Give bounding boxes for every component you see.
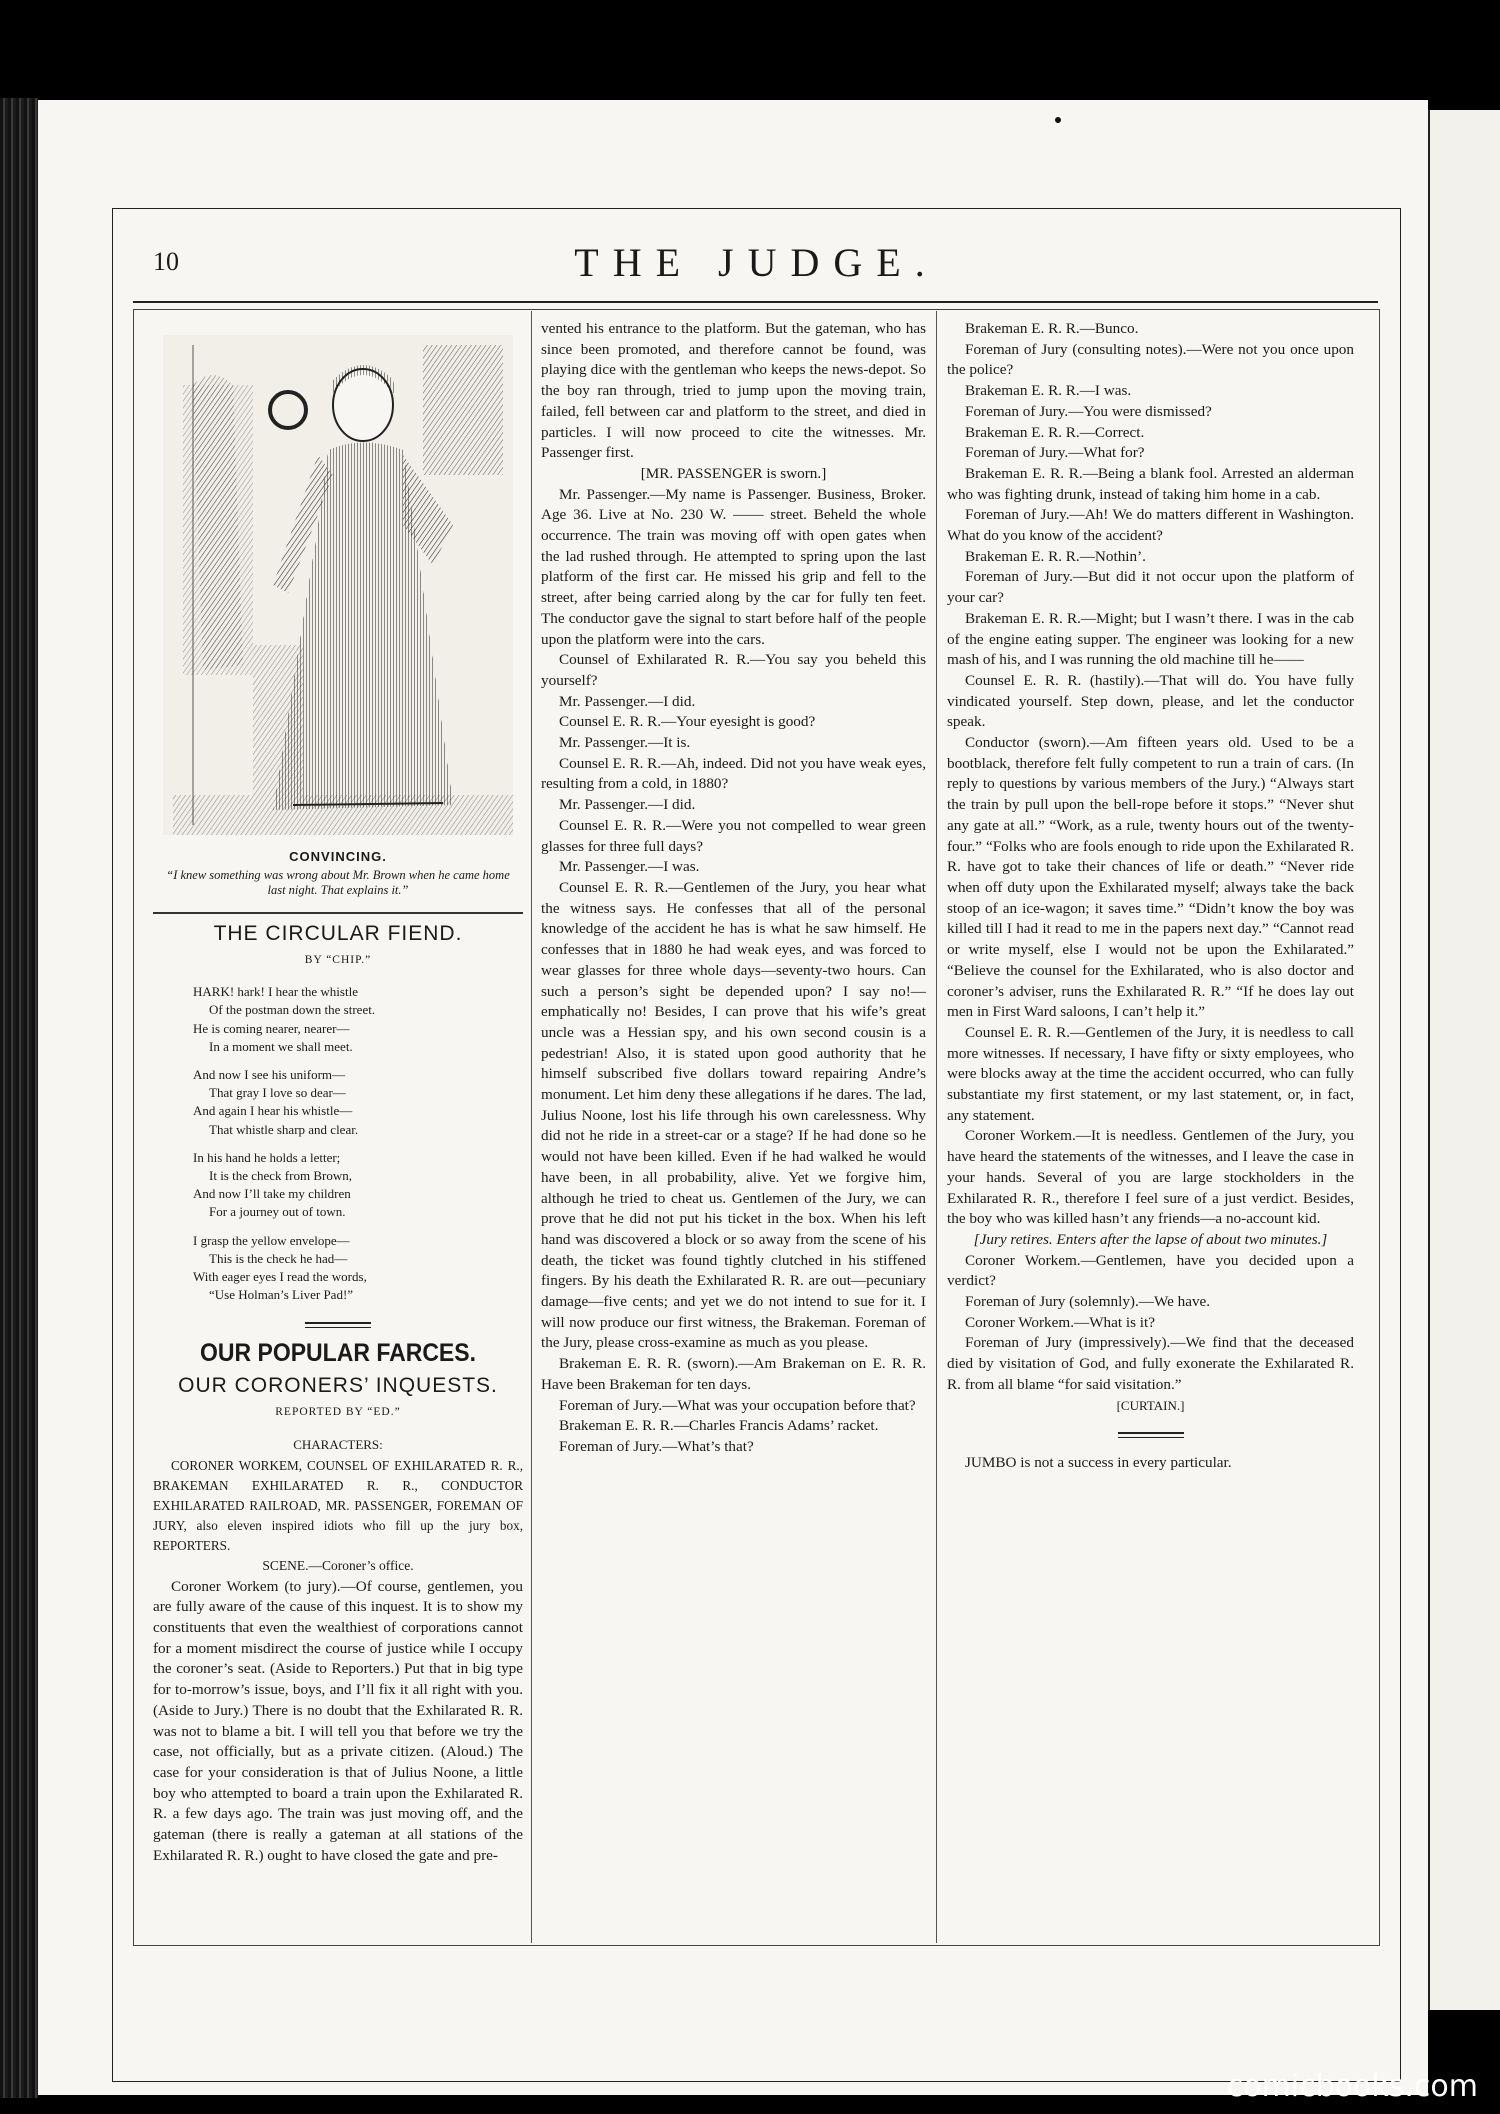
paragraph: Brakeman E. R. R.—Being a blank fool. Arrested an alderman who was fighting drunk, instead of taking him home in a cab.	[947, 464, 1354, 503]
poem-title: THE CIRCULAR FIEND.	[213, 921, 463, 945]
poem-line: In a moment we shall meet.	[209, 1038, 353, 1054]
column-rule-2	[936, 311, 937, 1943]
curtain-line: [CURTAIN.]	[1116, 1397, 1185, 1413]
paragraph: Conductor (sworn).—Am fifteen years old. Used to be a bootblack, therefore felt fully competent to run a train of cars. (In reply to questions by various members of the Jury.) “Always start the train by pull upon the bell-rope before it stops.” “Never shut any gate at all.” “Work, as a rule, twenty hours out of the twenty-four.” “Folks who are fools enough to ride upon the Exhilarated R. R. have got to take their chances of life or death.” “Never ride when off duty upon the Exhilarated myself; always take the back stoop of an ice-wagon; it saves time.” “Didn’t know the boy was killed till I had it read to me in the papers next day.” “Cannot read or write myself, else I would not be upon the Exhilarated.” “Believe the counsel for the Exhilarated, who is also doctor and coroner’s adviser, runs the Exhilarated R. R.” “If he does lay out men in First Ward saloons, I can’t help it.”	[947, 734, 1354, 1021]
paragraph: Foreman of Jury.—What for?	[965, 444, 1145, 462]
farces-title: OUR POPULAR FARCES.	[199, 1339, 477, 1368]
poem-line: And again I hear his whistle—	[193, 1103, 353, 1119]
paragraph: [MR. PASSENGER is sworn.]	[640, 464, 827, 482]
paragraph: Coroner Workem.—What is it?	[965, 1313, 1155, 1331]
paragraph: Foreman of Jury.—Ah! We do matters different in Washington. What do you know of the accident?	[947, 506, 1354, 545]
paragraph: Mr. Passenger.—I did.	[559, 692, 696, 710]
poem-stanza	[193, 983, 523, 1056]
page-number: 10	[153, 247, 179, 276]
column-rule-1	[531, 311, 532, 1943]
column-2	[541, 319, 926, 1458]
paragraph: Coroner Workem.—Gentlemen, have you decided upon a verdict?	[947, 1251, 1354, 1290]
paragraph: Brakeman E. R. R.—I was.	[965, 382, 1132, 400]
paragraph: Mr. Passenger.—My name is Passenger. Business, Broker. Age 36. Live at No. 230 W. —— street. Beheld the whole occurrence. The train was moving off with open gates when the lad rushed through. He attempted to spring upon the last platform of the first car. He missed his grip and fell to the street, after being carried along by the car for fully ten feet. The conductor gave the signal to start before half of the people upon the platform were into the cars.	[541, 485, 926, 648]
characters-heading: CHARACTERS:	[293, 1437, 383, 1453]
ornament-rule	[947, 1424, 1354, 1445]
cartoon-caption: “I knew something was wrong about Mr. Brown when he came home last night. That explains it.”	[166, 867, 510, 897]
paragraph: Foreman of Jury (consulting notes).—Were not you once upon the police?	[947, 340, 1354, 379]
paragraph: Brakeman E. R. R.—Correct.	[965, 423, 1145, 441]
paragraph: vented his entrance to the platform. But the gateman, who has since been promoted, and therefore cannot be found, was playing dice with the gentleman who keeps the news-depot. So the boy ran through, tried to jump upon the moving train, failed, fell between car and platform to the street, and died in particles. I will now proceed to cite the witnesses. Mr. Passenger first.	[541, 320, 926, 462]
stage-direction: [Jury retires. Enters after the lapse of about two minutes.]	[973, 1230, 1328, 1248]
cartoon-illustration	[153, 325, 523, 845]
poem-line: HARK! hark! I hear the whistle	[193, 984, 358, 1000]
poem-body	[153, 983, 523, 1304]
paragraph: Counsel of Exhilarated R. R.—You say you beheld this yourself?	[541, 651, 926, 689]
paragraph: Coroner Workem (to jury).—Of course, gentlemen, you are fully aware of the cause of this inquest. It is to show my constituents that even the wealthiest of corporations cannot for a moment misdirect the course of justice while I occupy the coroner’s seat. (Aside to Reporters.) Put that in big type for to-morrow’s issue, boys, and I’ll fix it all right with you. (Aside to Jury.) There is no doubt that the Exhilarated R. R. was not to blame a bit. I will tell you that before we try the case, not officially, but as a private citizen. (Aloud.) The case for your consideration is that of Julius Noone, a little boy who attempted to board a train upon the Exhilarated R. R. a few days ago. The train was just moving off, and the gateman (there is really a gateman at all stations of the Exhilarated R. R.) ought to have closed the gate and pre-	[153, 1577, 523, 1864]
paragraph: Coroner Workem.—It is needless. Gentlemen of the Jury, you have heard the statements of the witnesses, and I leave the case in your hands. Several of you are large stockholders in the Exhilarated R. R., therefore I feel sure of a just verdict. Besides, the boy who was killed hasn’t any friends—a no-account kid.	[947, 1127, 1354, 1228]
cartoon-title: CONVINCING.	[289, 849, 387, 864]
column-1	[153, 319, 523, 1866]
column-3	[947, 319, 1354, 1474]
scan-speck	[1055, 117, 1061, 123]
poem-line: With eager eyes I read the words,	[193, 1268, 367, 1284]
poem-line: That gray I love so dear—	[209, 1085, 346, 1101]
poem-line: For a journey out of town.	[209, 1204, 346, 1220]
farces-byline: REPORTED BY “ED.”	[275, 1406, 401, 1419]
scene-line: SCENE.—Coroner’s office.	[262, 1557, 414, 1573]
poem-line: That whistle sharp and clear.	[209, 1121, 359, 1137]
paragraph: Foreman of Jury (impressively).—We find that the deceased died by visitation of God, and fully exonerate the Exhilarated R. R. from all blame “for said visitation.”	[947, 1334, 1354, 1393]
paragraph: Counsel E. R. R.—Gentlemen of the Jury, you hear what the witness says. He confesses that all of the personal knowledge of the accident he has is what he saw himself. He confesses that in 1880 he had weak eyes, and was forced to wear glasses for three whole days—seventy-two hours. Can such a person’s sight be depended upon? I say no!—emphatically no! Besides, I can prove that his wife’s great uncle was a Hessian spy, and his own second cousin is a pedestrian! Also, it is stated upon good authority that he himself subscribed five dollars toward repairing Andre’s monument. Let him deny these allegations if he dares. The lad, Julius Noone, lost his life through his own carelessness. Why did not he ride in a street-car or a stage? If he had done so he would not have been killed. Even if he had walked he would have been, in all probability, alive. Yet we forgive him, although he tried to cheat us. Gentlemen of the Jury, we can prove that he did not put his ticket in the box. When his left hand was discovered a block or so away from the scene of his death, the ticket was found tightly clutched in his stiffened fingers. By his death the Exhilarated R. R. are out—pecuniary damage—five cents; and yet we do not intend to sue for it. I will now produce our first witness, the Brakeman. Foreman of the Jury, please cross-examine as much as you please.	[541, 878, 926, 1352]
poem-line: He is coming nearer, nearer—	[193, 1020, 350, 1036]
paragraph: Foreman of Jury.—What was your occupation before that?	[559, 1396, 916, 1414]
facing-page-edge	[1428, 110, 1500, 2010]
farces-subtitle: OUR CORONERS’ INQUESTS.	[178, 1373, 498, 1397]
paragraph: Mr. Passenger.—It is.	[559, 734, 691, 752]
characters-list: CORONER WORKEM, COUNSEL OF EXHILARATED R. R., BRAKEMAN EXHILARATED R. R., CONDUCTOR EXHILARATED RAILROAD, MR. PASSENGER, FOREMAN OF JURY, also eleven inspired idiots who fill up the jury box, REPORTERS.	[153, 1457, 523, 1553]
ornament-rule	[153, 1314, 523, 1335]
book-spine	[0, 98, 38, 2098]
poem-line: “Use Holman’s Liver Pad!”	[209, 1287, 354, 1303]
paragraph: Brakeman E. R. R. (sworn).—Am Brakeman on E. R. R. Have been Brakeman for ten days.	[541, 1355, 926, 1393]
section-rule	[153, 912, 523, 914]
poem-line: And now I’ll take my children	[193, 1186, 351, 1202]
poem-stanza	[193, 1232, 523, 1305]
jumbo-note: JUMBO is not a success in every particular.	[965, 1453, 1232, 1471]
masthead-title: THE JUDGE.	[574, 240, 939, 285]
paragraph: Brakeman E. R. R.—Might; but I wasn’t there. I was in the cab of the engine eating supper. The engineer was looking for a new mash of his, and I was running the old machine till he——	[947, 609, 1354, 669]
paragraph: Counsel E. R. R.—Ah, indeed. Did not you have weak eyes, resulting from a cold, in 1880?	[541, 754, 926, 793]
paragraph: Counsel E. R. R.—Gentlemen of the Jury, it is needless to call more witnesses. If necessary, I have fifty or sixty employees, who were blocks away at the time the accident occurred, who can fully substantiate my first statement, or my last statement, or, in fact, any statement.	[947, 1023, 1354, 1124]
paragraph: Brakeman E. R. R.—Nothin’.	[965, 547, 1146, 565]
woman-illustration	[153, 325, 523, 845]
paragraph: Counsel E. R. R. (hastily).—That will do. You have fully vindicated yourself. Step down, please, and let the conductor speak.	[947, 671, 1354, 731]
paragraph: Counsel E. R. R.—Your eyesight is good?	[559, 713, 816, 731]
poem-stanza	[193, 1149, 523, 1222]
paragraph: Mr. Passenger.—I did.	[559, 796, 696, 814]
poem-byline: BY “CHIP.”	[304, 954, 372, 967]
paragraph: Brakeman E. R. R.—Charles Francis Adams’ racket.	[559, 1417, 879, 1435]
paragraph: Foreman of Jury.—You were dismissed?	[965, 402, 1212, 420]
poem-line: I grasp the yellow envelope—	[193, 1232, 350, 1248]
paragraph: Foreman of Jury (solemnly).—We have.	[965, 1293, 1211, 1311]
poem-line: In his hand he holds a letter;	[193, 1149, 341, 1165]
paragraph: Mr. Passenger.—I was.	[559, 858, 700, 876]
poem-line: Of the postman down the street.	[209, 1002, 376, 1018]
poem-line: And now I see his uniform—	[193, 1066, 346, 1082]
header-rule	[133, 301, 1378, 303]
paragraph: Foreman of Jury.—But did it not occur upon the platform of your car?	[947, 568, 1354, 607]
newspaper-page	[112, 208, 1401, 2082]
poem-stanza	[193, 1066, 523, 1139]
paragraph: Foreman of Jury.—What’s that?	[559, 1437, 754, 1455]
poem-line: This is the check he had—	[209, 1250, 348, 1266]
paragraph: Counsel E. R. R.—Were you not compelled to wear green glasses for three full days?	[541, 816, 926, 855]
paragraph: Brakeman E. R. R.—Bunco.	[965, 320, 1139, 337]
poem-line: It is the check from Brown,	[209, 1167, 352, 1183]
watermark: comicbooks.com	[1226, 2069, 1478, 2104]
